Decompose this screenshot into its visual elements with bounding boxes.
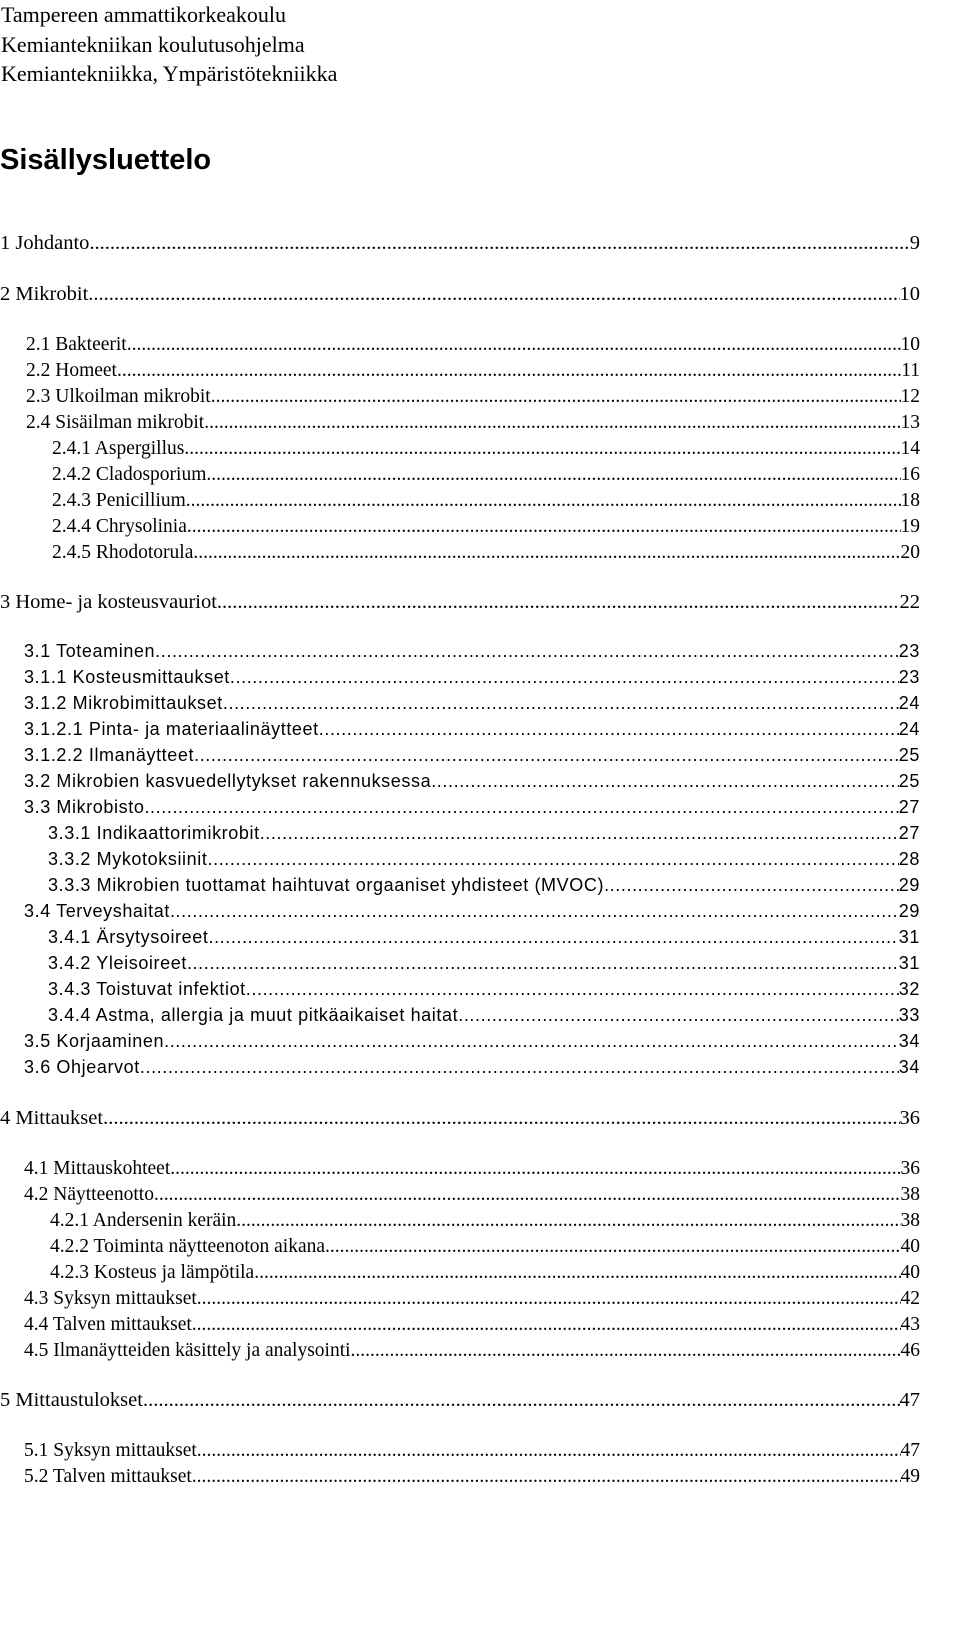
toc-entry-label: 5.1 Syksyn mittaukset	[24, 1440, 197, 1461]
toc-entry-page: 40	[900, 1236, 920, 1257]
dot-leader	[154, 1184, 901, 1206]
toc-entry-page: 19	[900, 516, 920, 537]
dot-leader	[193, 542, 900, 564]
toc-entry-label: 5 Mittaustulokset	[0, 1389, 143, 1411]
dot-leader	[223, 693, 899, 714]
toc-entry-page: 40	[900, 1262, 920, 1283]
toc-entry-page: 12	[900, 386, 920, 407]
toc-entry[interactable]	[0, 283, 920, 309]
dot-leader	[325, 1236, 901, 1258]
dot-leader	[431, 771, 899, 792]
toc-entry-label: 3.5 Korjaaminen	[24, 1031, 165, 1051]
toc-entry-label: 2.4.1 Aspergillus	[52, 438, 185, 459]
toc-entry[interactable]	[24, 1466, 920, 1492]
toc-entry-label: 4.4 Talven mittaukset	[24, 1314, 192, 1335]
toc-entry-page: 47	[899, 1389, 920, 1411]
document-header	[1, 0, 337, 89]
dot-leader	[170, 1158, 900, 1180]
toc-entry[interactable]	[48, 953, 920, 979]
toc-entry-label: 3.3.3 Mikrobien tuottamat haihtuvat orgaaniset yhdisteet (MVOC)	[48, 875, 605, 895]
toc-entry[interactable]	[26, 412, 920, 438]
toc-entry-page: 29	[898, 901, 920, 921]
toc-entry-label: 2.4.5 Rhodotorula	[52, 542, 194, 563]
toc-entry[interactable]	[48, 1005, 920, 1031]
toc-entry-label: 1 Johdanto	[0, 232, 90, 254]
toc-entry-page: 36	[900, 1158, 920, 1179]
toc-entry-page: 38	[900, 1210, 920, 1231]
toc-entry-page: 27	[898, 823, 920, 843]
toc-entry-label: 3.2 Mikrobien kasvuedellytykset rakennuksessa	[24, 771, 432, 791]
toc-entry[interactable]	[48, 823, 920, 849]
toc-entry-label: 4.2.3 Kosteus ja lämpötila	[50, 1262, 255, 1283]
dot-leader	[204, 412, 900, 434]
toc-entry[interactable]	[48, 875, 920, 901]
toc-entry[interactable]	[0, 1389, 920, 1415]
toc-entry-page: 38	[900, 1184, 920, 1205]
toc-entry[interactable]	[24, 797, 920, 823]
toc-entry-label: 3.6 Ohjearvot	[24, 1057, 140, 1077]
dot-leader	[206, 464, 900, 486]
toc-entry-label: 3.3.1 Indikaattorimikrobit	[48, 823, 260, 843]
toc-entry[interactable]	[26, 386, 920, 412]
toc-entry-page: 25	[898, 771, 920, 791]
toc-entry-page: 27	[898, 797, 920, 817]
toc-entry-label: 3.3.2 Mykotoksiinit	[48, 849, 208, 869]
toc-entry-page: 23	[898, 667, 920, 687]
toc-entry[interactable]	[48, 849, 920, 875]
toc-entry-label: 2.4.2 Cladosporium	[52, 464, 207, 485]
dot-leader	[187, 953, 899, 974]
dot-leader	[89, 232, 909, 255]
toc-entry-label: 3.4.2 Yleisoireet	[48, 953, 187, 973]
toc-entry[interactable]	[24, 1288, 920, 1314]
toc-entry-label: 4.3 Syksyn mittaukset	[24, 1288, 197, 1309]
dot-leader	[164, 1031, 899, 1052]
toc-entry-page: 14	[900, 438, 920, 459]
toc-entry-page: 16	[900, 464, 920, 485]
toc-entry-label: 4.1 Mittauskohteet	[24, 1158, 171, 1179]
toc-entry-page: 9	[909, 232, 920, 254]
specialisation: Kemiantekniikka, Ympäristötekniikka	[1, 61, 338, 86]
toc-entry-label: 3.1.2.1 Pinta- ja materiaalinäytteet	[24, 719, 319, 739]
toc-entry-page: 49	[900, 1466, 920, 1487]
toc-entry-label: 2 Mikrobit	[0, 283, 89, 305]
degree-programme: Kemiantekniikan koulutusohjelma	[1, 31, 305, 57]
toc-entry-page: 13	[900, 412, 920, 433]
toc-entry-label: 4.2 Näytteenotto	[24, 1184, 154, 1205]
toc-entry-page: 36	[899, 1107, 920, 1129]
dot-leader	[197, 1288, 901, 1310]
dot-leader	[194, 745, 899, 766]
toc-entry-label: 3.1.2.2 Ilmanäytteet	[24, 745, 195, 765]
dot-leader	[236, 1210, 900, 1232]
toc-entry[interactable]	[52, 490, 920, 516]
toc-entry-label: 4.2.2 Toiminta näytteenoton aikana	[50, 1236, 325, 1257]
toc-entry[interactable]	[24, 901, 920, 927]
toc-entry-page: 47	[900, 1440, 920, 1461]
toc-entry-label: 2.4.3 Penicillium	[52, 490, 186, 511]
toc-entry-label: 4 Mittaukset	[0, 1107, 104, 1129]
toc-entry-label: 2.4 Sisäilman mikrobit	[26, 412, 205, 433]
toc-entry[interactable]	[24, 1158, 920, 1184]
dot-leader	[604, 875, 899, 896]
toc-entry[interactable]	[0, 1107, 920, 1133]
toc-entry-page: 33	[898, 1005, 920, 1025]
toc-entry[interactable]	[24, 641, 920, 667]
toc-entry-page: 46	[900, 1340, 920, 1361]
toc-entry-label: 2.2 Homeet	[26, 360, 117, 381]
toc-entry[interactable]	[24, 667, 920, 693]
dot-leader	[155, 641, 899, 662]
toc-entry-label: 3.4.1 Ärsytysoireet	[48, 927, 209, 947]
page-title: Sisällysluettelo	[0, 144, 212, 176]
toc-entry-page: 29	[898, 875, 920, 895]
toc-entry[interactable]	[0, 591, 920, 617]
toc-entry-page: 32	[898, 979, 920, 999]
toc-entry-page: 34	[898, 1031, 920, 1051]
toc-entry-label: 3.4 Terveyshaitat	[24, 901, 170, 921]
toc-entry-page: 42	[900, 1288, 920, 1309]
toc-entry[interactable]	[24, 1057, 920, 1083]
dot-leader	[246, 979, 899, 1000]
toc-entry-label: 3.1.1 Kosteusmittaukset	[24, 667, 230, 687]
toc-entry[interactable]	[48, 979, 920, 1005]
toc-entry-label: 3.3 Mikrobisto	[24, 797, 145, 817]
toc-entry[interactable]	[52, 516, 920, 542]
toc-entry-page: 23	[898, 641, 920, 661]
dot-leader	[458, 1005, 899, 1026]
dot-leader	[117, 360, 901, 382]
toc-entry[interactable]	[24, 1440, 920, 1466]
toc-entry-label: 4.5 Ilmanäytteiden käsittely ja analysointi	[24, 1340, 351, 1361]
toc-entry-label: 3.1.2 Mikrobimittaukset	[24, 693, 223, 713]
dot-leader	[260, 823, 899, 844]
toc-entry-page: 24	[898, 693, 920, 713]
toc-entry[interactable]	[50, 1236, 920, 1262]
toc-entry-page: 20	[900, 542, 920, 563]
toc-entry[interactable]	[24, 771, 920, 797]
toc-entry[interactable]	[24, 719, 920, 745]
dot-leader	[217, 591, 900, 614]
dot-leader	[208, 927, 898, 948]
toc-entry[interactable]	[52, 438, 920, 464]
dot-leader	[143, 1389, 900, 1412]
toc-entry-label: 3.1 Toteaminen	[24, 641, 156, 661]
toc-entry[interactable]	[52, 542, 920, 568]
toc-entry-label: 2.3 Ulkoilman mikrobit	[26, 386, 211, 407]
dot-leader	[319, 719, 899, 740]
toc-entry-page: 31	[898, 953, 920, 973]
toc-entry[interactable]	[52, 464, 920, 490]
toc-entry-page: 34	[898, 1057, 920, 1077]
toc-entry[interactable]	[24, 1184, 920, 1210]
institution-name: Tampereen ammattikorkeakoulu	[1, 2, 286, 27]
dot-leader	[351, 1340, 901, 1362]
toc-entry[interactable]	[24, 1314, 920, 1340]
toc-entry-page: 24	[898, 719, 920, 739]
dot-leader	[144, 797, 898, 818]
toc-entry-page: 18	[900, 490, 920, 511]
toc-entry[interactable]	[50, 1262, 920, 1288]
dot-leader	[103, 1107, 899, 1130]
toc-entry-page: 28	[898, 849, 920, 869]
toc-entry-label: 2.1 Bakteerit	[26, 334, 127, 355]
toc-entry-label: 3 Home- ja kosteusvauriot	[0, 591, 217, 613]
dot-leader	[140, 1057, 899, 1078]
dot-leader	[187, 516, 901, 538]
toc-entry[interactable]	[26, 334, 920, 360]
toc-entry-page: 11	[901, 360, 920, 381]
toc-entry[interactable]	[24, 1031, 920, 1057]
toc-entry-label: 4.2.1 Andersenin keräin	[50, 1210, 237, 1231]
dot-leader	[197, 1440, 901, 1462]
toc-entry-label: 2.4.4 Chrysolinia	[52, 516, 187, 537]
dot-leader	[184, 438, 900, 460]
toc-entry-page: 10	[899, 283, 920, 305]
dot-leader	[230, 667, 899, 688]
toc-entry[interactable]	[24, 745, 920, 771]
dot-leader	[127, 334, 901, 356]
toc-entry-label: 5.2 Talven mittaukset	[24, 1466, 192, 1487]
toc-entry-label: 3.4.4 Astma, allergia ja muut pitkäaikaiset haitat	[48, 1005, 459, 1025]
toc-entry[interactable]	[0, 232, 920, 258]
dot-leader	[254, 1262, 900, 1284]
toc-entry-page: 31	[898, 927, 920, 947]
dot-leader	[192, 1466, 901, 1488]
toc-entry[interactable]	[24, 693, 920, 719]
toc-entry-page: 10	[900, 334, 920, 355]
toc-entry[interactable]	[48, 927, 920, 953]
toc-entry-page: 22	[899, 591, 920, 613]
dot-leader	[211, 386, 901, 408]
dot-leader	[88, 283, 899, 306]
toc-entry-page: 25	[898, 745, 920, 765]
toc-entry[interactable]	[26, 360, 920, 386]
dot-leader	[170, 901, 899, 922]
dot-leader	[192, 1314, 901, 1336]
toc-entry[interactable]	[50, 1210, 920, 1236]
toc-entry[interactable]	[24, 1340, 920, 1366]
toc-entry-label: 3.4.3 Toistuvat infektiot	[48, 979, 246, 999]
dot-leader	[186, 490, 901, 512]
toc-entry-page: 43	[900, 1314, 920, 1335]
dot-leader	[207, 849, 898, 870]
